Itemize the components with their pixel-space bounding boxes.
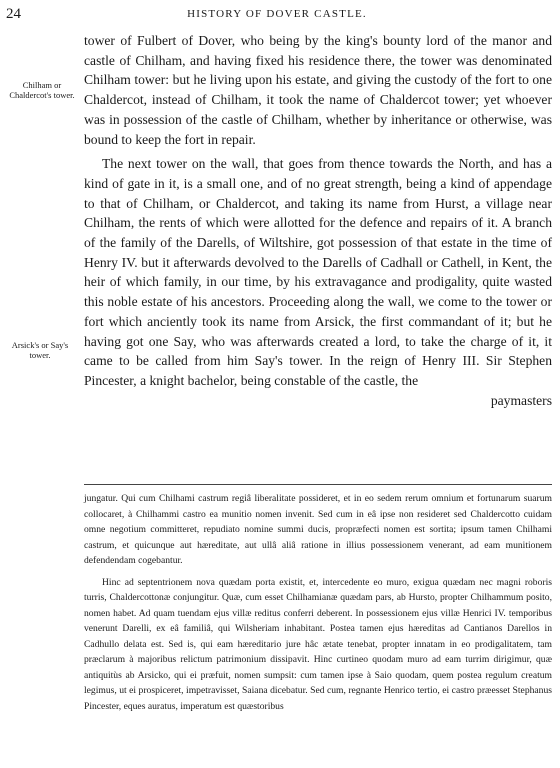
sidenote-chilham-tower: Chilham or Chaldercot's tower. <box>9 80 75 100</box>
footnote-divider <box>84 484 552 485</box>
paragraph: tower of Fulbert of Dover, who being by the king's bounty lord of the manor and castle of Chilham, and having fixed his residence there, the tower was denominated Chilham tower: but he living upon his estate, and giving the custody of the fort to one Chaldercot, instead of Chilham, it took the name of Chaldercot tower; yet whoever was in possession of the castle of Chilham, whether by inheritance or otherwise, was bound to keep the fort in repair. <box>84 33 552 147</box>
footnote-paragraph: jungatur. Qui cum Chilhami castrum regiâ liberalitate possideret, et in eo sedem rerum omnium et fortunarum suarum collocaret, à Chilhammi castro ea munitio nomen invenit. Sed cum in eâ ipse non resideret sed Chaldercotto cuidam omne negotium committeret, repudiato nomine summi ducis, propræfecti nomen est sortita; ipsum tamen Chilhami castrum, et quicunque aut hæreditate, aut ullâ aliâ ratione in illius possessionem venerant, ad eam munitionem defendendam cogebantur. <box>84 493 552 566</box>
page-header <box>6 6 548 24</box>
latin-footnote <box>84 491 552 714</box>
catchword: paymasters <box>490 392 552 408</box>
footnote-paragraph: Hinc ad septentrionem nova quædam porta existit, et, intercedente eo muro, exigua quædam nec magni roboris turris, Chaldercottonæ conjungitur. Quæ, cum esset Chilhamianæ quædam pars, ab Hursto, propter Chilhammum posito, nomen habet. Ad quam tuendam ejus villæ reditus conferri deberent. In possessionem ejus villæ Henrici IV. temporibus venerunt Darelli, ex eâ familiâ, qui Wilsheriam inhabitant. Postea tamen ejus hæreditas ad Cantianos Darellos in Cadhullo delata est. Sed is, qui eam hæreditario jure hâc ætate tenebat, propter innatam in eo prodigalitatem, tam præclarum à majoribus relictum patrimonium dissipavit. Hinc curtineo quodam muro ad eam turrim dirigimur, quæ antiquitùs ab Arsicko, qui ei præfuit, nomen sumpsit: cum tamen ipse à Saio quodam, quem postea regulum creatum legimus, ut ei prospiceret, impetravisset, Saiana dicebatur. Sed cum, regnante Henrico tertio, ei castro præesset Stephanus Pincester, eques auratus, imperatum est quæstoribus <box>84 576 552 712</box>
sidenote-arsick-tower: Arsick's or Say's tower. <box>11 340 69 360</box>
main-text <box>84 31 552 410</box>
page-number: 24 <box>6 6 21 22</box>
paragraph: The next tower on the wall, that goes from thence towards the North, and has a kind of gate in it, is a small one, and of no great strength, being a kind of appendage to that of Chilham, or Chaldercot, and taking its name from Hurst, a village near Chilham, the rents of which were allotted for the defence and repairs of it. A branch of the family of the Darells, of Wiltshire, got possession of that estate in the time of Henry IV. but it afterwards devolved to the Darells of Cadhall or Cathell, in Kent, the heir of which family, in our time, by his extravagance and prodigality, quite wasted this noble estate of his ancestors. Proceeding along the wall, we come to the tower or fort which anciently took its name from Arsick, the first commandant of it; but he having got one Say, who was afterwards created a lord, to take the charge of it, it came to be called from him Say's tower. In the reign of Henry III. Sir Stephen Pincester, a knight bachelor, being constable of the castle, the <box>84 156 552 388</box>
running-title: HISTORY OF DOVER CASTLE. <box>187 8 367 20</box>
